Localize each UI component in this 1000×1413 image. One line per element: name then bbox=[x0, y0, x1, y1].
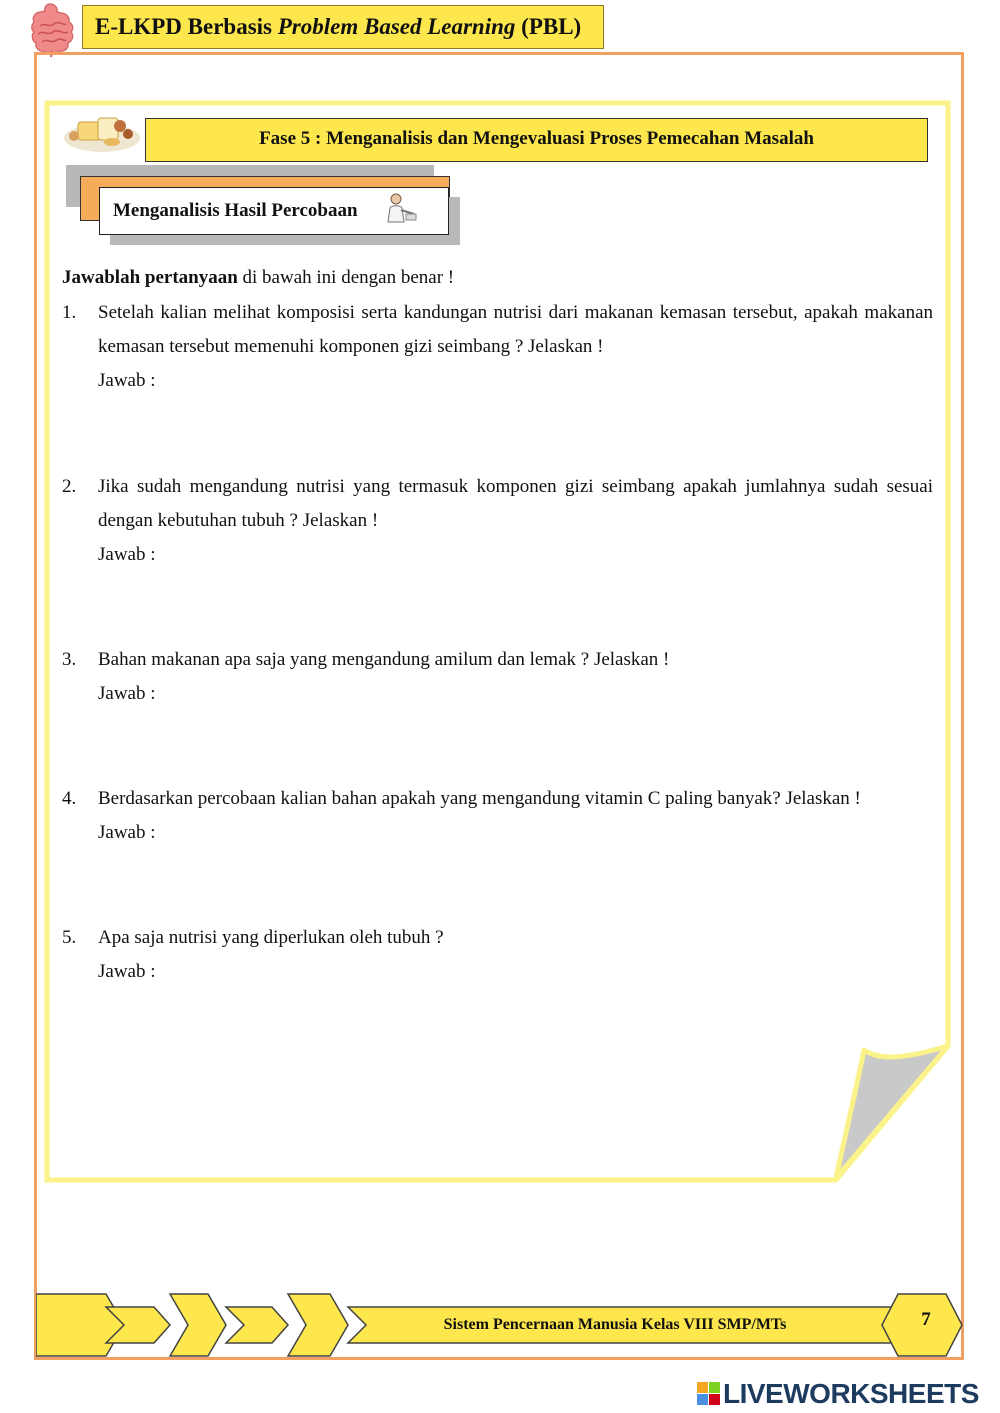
phase-banner: Fase 5 : Menganalisis dan Mengevaluasi Proses Pemecahan Masalah bbox=[145, 118, 928, 162]
page-number: 7 bbox=[921, 1309, 931, 1330]
liveworksheets-logo[interactable] bbox=[697, 1378, 997, 1410]
liveworksheets-logo-icon bbox=[697, 1382, 721, 1406]
footer-text: Sistem Pencernaan Manusia Kelas VIII SMP/MTs bbox=[443, 1316, 787, 1333]
question-text: Setelah kalian melihat komposisi serta kandungan nutrisi dari makanan kemasan tersebut, apakah makanan kemasan tersebut memenuhi komponen gizi seimbang ? Jelaskan ! bbox=[98, 302, 933, 357]
question-number: 4. bbox=[62, 788, 77, 809]
question-text: Bahan makanan apa saja yang mengandung amilum dan lemak ? Jelaskan ! bbox=[98, 649, 670, 670]
question-number: 2. bbox=[62, 476, 77, 497]
digestive-system-icon bbox=[28, 2, 78, 58]
question-number: 3. bbox=[62, 649, 77, 670]
answer-label: Jawab : bbox=[98, 822, 156, 843]
liveworksheets-text: LIVEWORKSHEETS bbox=[723, 1378, 979, 1409]
title-prefix: E-LKPD Berbasis bbox=[95, 14, 278, 39]
instruction-text bbox=[62, 261, 454, 295]
title-italic: Problem Based Learning bbox=[277, 14, 516, 39]
food-icon bbox=[62, 108, 142, 156]
question-text: Jika sudah mengandung nutrisi yang termasuk komponen gizi seimbang apakah jumlahnya sudah sesuai dengan kebutuhan tubuh ? Jelaskan ! bbox=[98, 476, 933, 531]
answer-label: Jawab : bbox=[98, 370, 156, 391]
title-suffix: (PBL) bbox=[515, 14, 582, 39]
teacher-icon bbox=[382, 192, 418, 224]
answer-label: Jawab : bbox=[98, 544, 156, 565]
question-text: Apa saja nutrisi yang diperlukan oleh tubuh ? bbox=[98, 927, 444, 948]
answer-label: Jawab : bbox=[98, 961, 156, 982]
question-text: Berdasarkan percobaan kalian bahan apakah yang mengandung vitamin C paling banyak? Jelaskan ! bbox=[98, 788, 861, 809]
question-number: 5. bbox=[62, 927, 77, 948]
question-number: 1. bbox=[62, 302, 77, 323]
section-title: Menganalisis Hasil Percobaan bbox=[99, 187, 449, 235]
worksheet-title bbox=[82, 5, 604, 49]
instruction-bold: Jawablah pertanyaan bbox=[62, 267, 238, 288]
answer-label: Jawab : bbox=[98, 683, 156, 704]
instruction-rest: di bawah ini dengan benar ! bbox=[237, 267, 455, 288]
